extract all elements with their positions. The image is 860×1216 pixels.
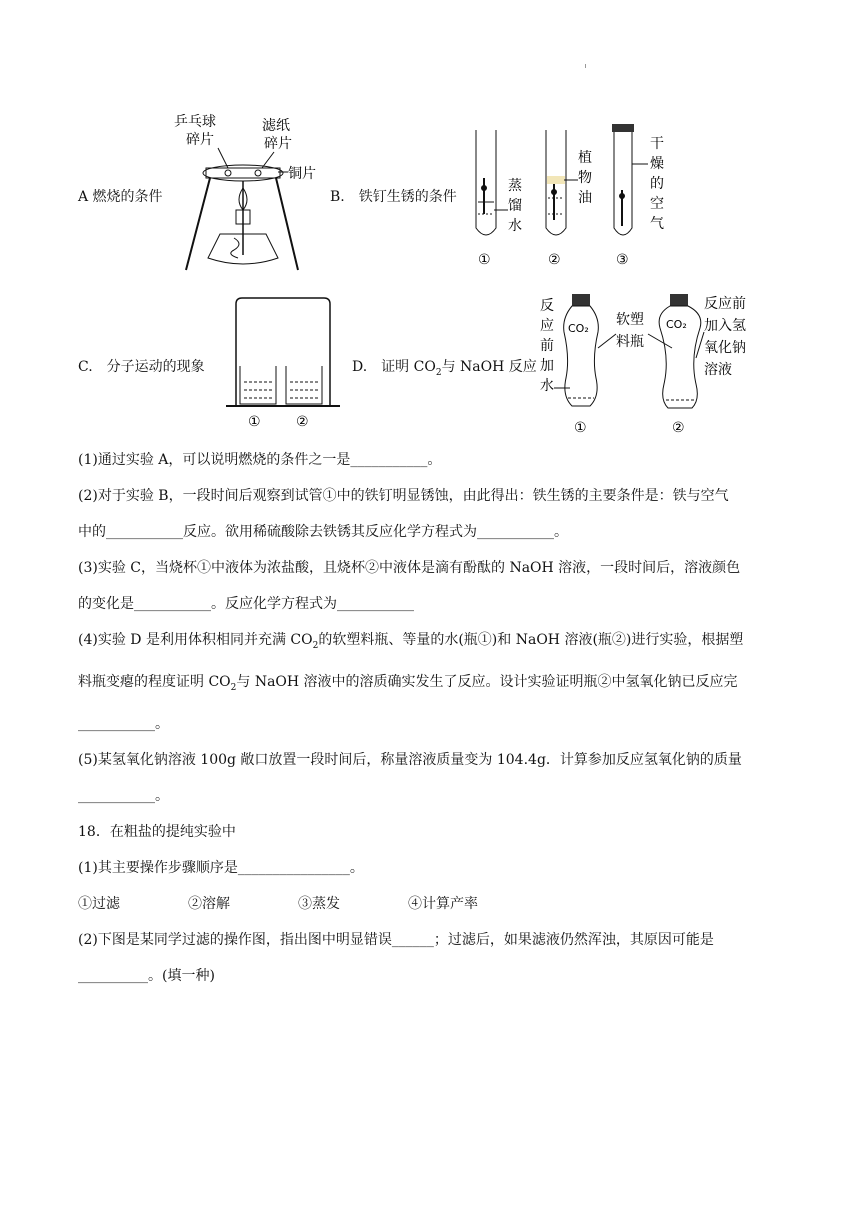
figure-d-co2-naoh bbox=[536, 288, 786, 436]
svg-text:燥: 燥 bbox=[650, 156, 664, 172]
q18-2-line-1: (2)下图是某同学过滤的操作图，指出图中明显错误______；过滤后，如果滤液仍然浑浊，其原因可能是 bbox=[78, 931, 714, 948]
svg-text:前: 前 bbox=[540, 338, 554, 354]
svg-text:油: 油 bbox=[578, 190, 592, 206]
pingpong-label-2: 碎片 bbox=[186, 132, 214, 148]
q5-line-1: (5)某氢氧化钠溶液 100g 敞口放置一段时间后，称量溶液质量变为 104.4g．计算参加反应氢氧化钠的质量 bbox=[78, 751, 742, 768]
option-b-label: B. 铁钉生锈的条件 bbox=[330, 189, 457, 205]
q3-line-2: 的变化是___________。反应化学方程式为___________ bbox=[78, 596, 414, 612]
q2-line-1: (2)对于实验 B，一段时间后观察到试管①中的铁钉明显锈蚀，由此得出：铁生锈的主要条件是：铁与空气 bbox=[78, 488, 729, 504]
option-d-label: D. 证明 $CO_2$与 NaOH 反应 bbox=[352, 359, 537, 378]
q18-title: 18．在粗盐的提纯实验中 bbox=[78, 823, 236, 840]
pingpong-label-1: 乒乓球 bbox=[174, 114, 216, 130]
figure-b-rusting bbox=[466, 118, 686, 270]
svg-text:干: 干 bbox=[650, 136, 664, 152]
svg-text:加: 加 bbox=[540, 358, 554, 374]
step-3: ③蒸发 bbox=[298, 895, 340, 912]
q5-line-2: ___________。 bbox=[78, 787, 169, 804]
svg-text:植: 植 bbox=[578, 150, 592, 166]
svg-text:应: 应 bbox=[540, 318, 554, 334]
q18-1-text: (1)其主要操作步骤顺序是________________。 bbox=[78, 859, 364, 876]
svg-text:水: 水 bbox=[508, 218, 522, 234]
question-block bbox=[78, 442, 778, 994]
svg-text:反: 反 bbox=[540, 298, 554, 314]
svg-text:气: 气 bbox=[650, 216, 664, 232]
svg-text:②: ② bbox=[296, 414, 309, 430]
q18-2-line-2: __________。(填一种) bbox=[78, 967, 215, 984]
q2-line-2: 中的___________反应。欲用稀硫酸除去铁锈其反应化学方程式为___________。 bbox=[78, 524, 568, 540]
step-1: ①过滤 bbox=[78, 895, 120, 912]
figure-c-molecular-motion bbox=[224, 294, 344, 430]
figure-a-combustion bbox=[170, 110, 330, 280]
svg-text:的: 的 bbox=[650, 176, 664, 192]
svg-text:空: 空 bbox=[650, 196, 664, 212]
svg-text:②: ② bbox=[548, 252, 561, 268]
page-mark bbox=[585, 64, 586, 68]
svg-text:料瓶: 料瓶 bbox=[616, 334, 644, 350]
svg-text:①: ① bbox=[248, 414, 261, 430]
svg-text:反应前: 反应前 bbox=[704, 296, 746, 312]
q4-line-2: 料瓶变瘪的程度证明 $CO_2$与 NaOH 溶液中的溶质确实发生了反应。设计实验证明瓶②中氢氧化钠已反应完 bbox=[78, 673, 738, 693]
svg-text:馏: 馏 bbox=[508, 198, 522, 214]
step-2: ②溶解 bbox=[188, 895, 230, 912]
q4-line-3: ___________。 bbox=[78, 715, 169, 732]
q1-text: (1)通过实验 A，可以说明燃烧的条件之一是___________。 bbox=[78, 452, 442, 468]
q18-steps bbox=[78, 886, 778, 922]
svg-text:物: 物 bbox=[578, 170, 592, 186]
option-c-label: C. 分子运动的现象 bbox=[78, 359, 205, 375]
svg-text:蒸: 蒸 bbox=[508, 178, 522, 194]
option-a-label: A 燃烧的条件 bbox=[78, 189, 163, 205]
svg-text:①: ① bbox=[478, 252, 491, 268]
svg-text:CO₂: CO₂ bbox=[568, 322, 589, 335]
svg-text:②: ② bbox=[672, 420, 685, 436]
filter-label-2: 碎片 bbox=[264, 136, 292, 152]
svg-text:加入氢: 加入氢 bbox=[704, 318, 746, 334]
svg-text:软塑: 软塑 bbox=[616, 312, 644, 328]
q4-line-1: (4)实验 D 是利用体积相同并充满 $CO_2$的软塑料瓶、等量的水(瓶①)和 NaOH 溶液(瓶②)进行实验，根据塑 bbox=[78, 632, 744, 651]
copper-label: 铜片 bbox=[288, 166, 316, 182]
step-4: ④计算产率 bbox=[408, 895, 478, 912]
svg-text:水: 水 bbox=[540, 378, 554, 394]
svg-text:氧化钠: 氧化钠 bbox=[704, 340, 746, 356]
svg-text:CO₂: CO₂ bbox=[666, 318, 687, 331]
filter-label-1: 滤纸 bbox=[262, 118, 290, 134]
q3-line-1: (3)实验 C，当烧杯①中液体为浓盐酸，且烧杯②中液体是滴有酚酞的 NaOH 溶液，一段时间后，溶液颜色 bbox=[78, 560, 741, 576]
svg-text:①: ① bbox=[574, 420, 587, 436]
svg-text:溶液: 溶液 bbox=[704, 362, 732, 378]
svg-text:③: ③ bbox=[616, 252, 629, 268]
